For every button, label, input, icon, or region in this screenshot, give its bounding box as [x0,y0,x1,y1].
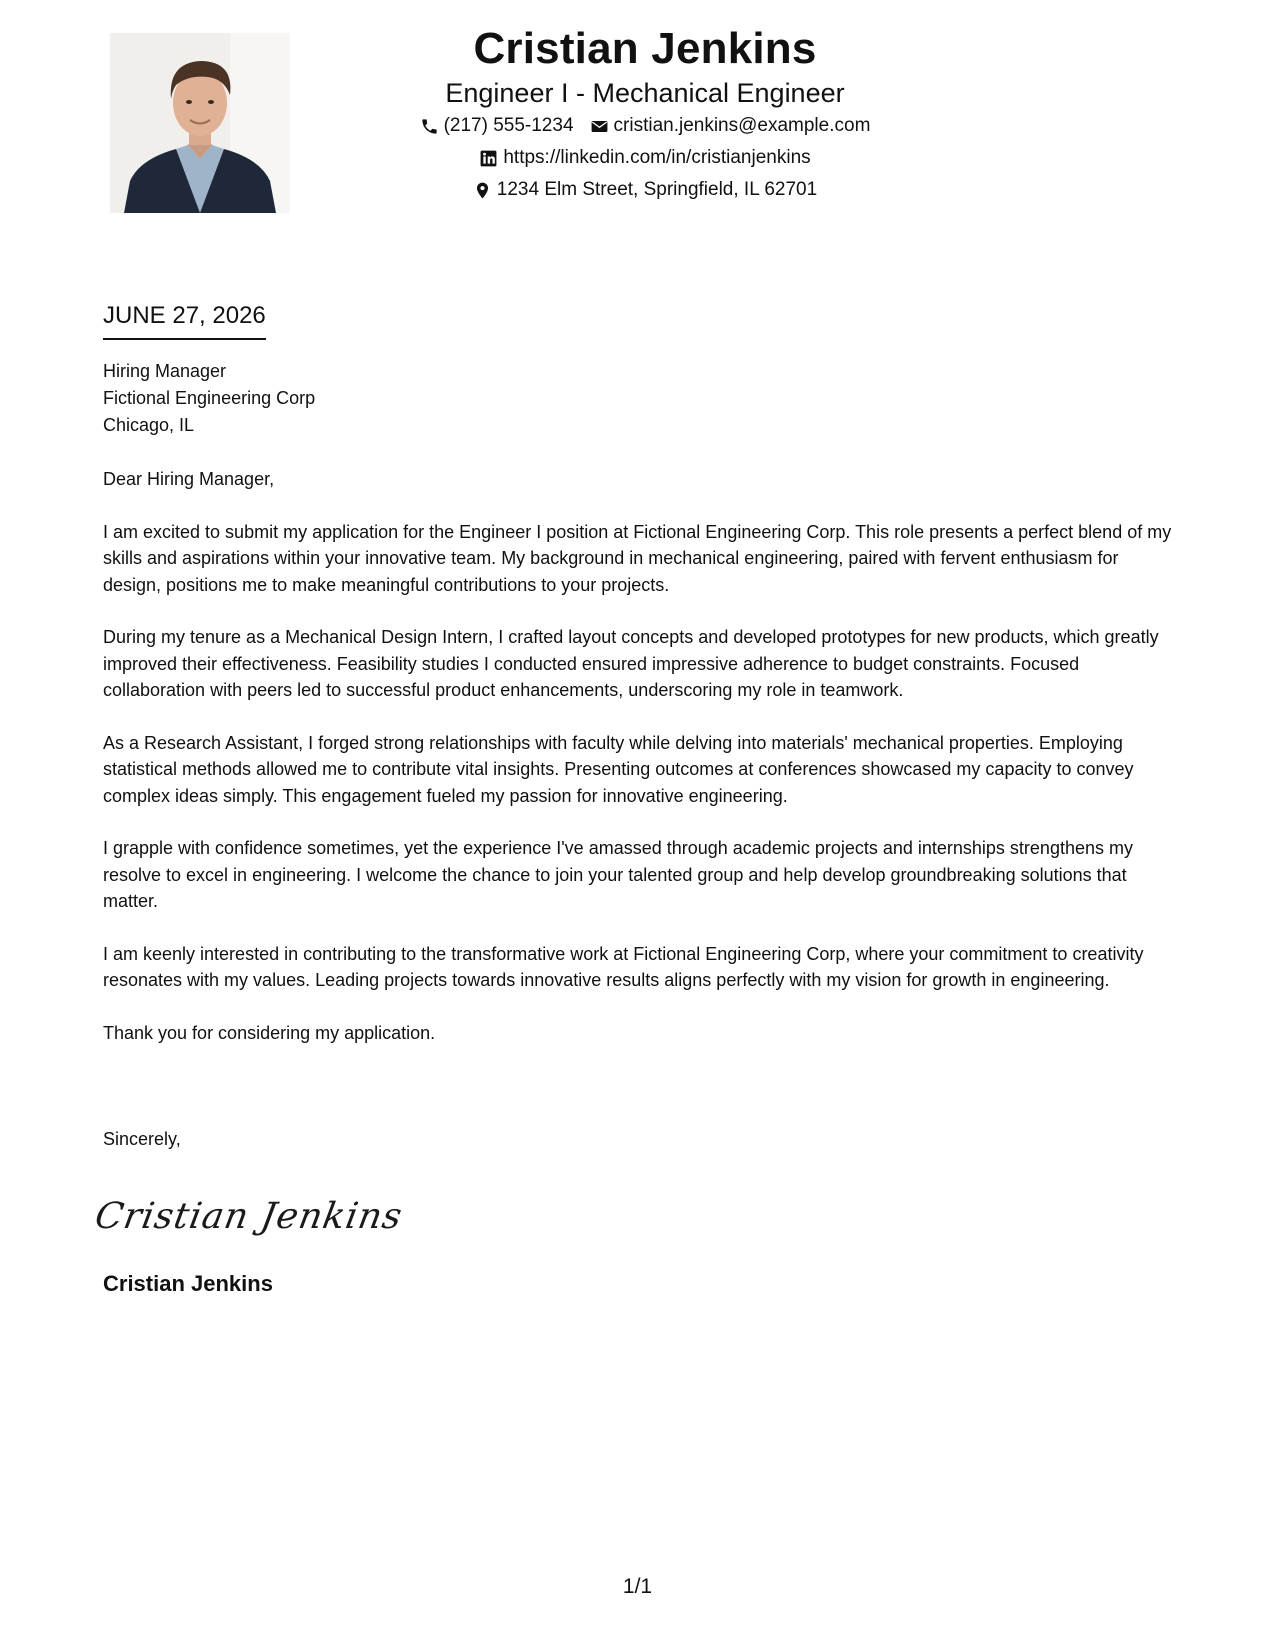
body-paragraph: I grapple with confidence sometimes, yet the experience I've amassed through academic projects and internships strengthens my resolve to excel in engineering. I welcome the chance to join your talented group and help develop groundbreaking solutions that matter. [103,838,1133,911]
map-pin-icon [473,181,492,200]
phone-icon [420,117,439,136]
envelope-icon [590,117,609,136]
contact-row-address [360,174,930,206]
body-paragraph: As a Research Assistant, I forged strong relationships with faculty while delving into materials' mechanical properties. Employing statistical methods allowed me to contribute vital insights. Presenting outcomes at conferences showcased my capacity to convey complex ideas simply. This engagement fueled my passion for innovative engineering. [103,732,1134,806]
body-paragraph: During my tenure as a Mechanical Design Intern, I crafted layout concepts and developed prototypes for new products, which greatly improved their effectiveness. Feasibility studies I conducted ensured impressive adherence to budget constraints. Focused collaboration with peers led to successful product enhancements, underscoring my role in teamwork. [103,627,1159,700]
applicant-name: Cristian Jenkins [473,24,817,73]
recipient-block [103,358,315,439]
address-contact [473,174,817,206]
street-address: 1234 Elm Street, Springfield, IL 62701 [496,179,818,200]
letter-date: JUNE 27, 2026 [103,300,266,340]
linkedin-url: https://linkedin.com/in/cristianjenkins [503,147,811,168]
contact-row-linkedin [360,142,930,174]
page-number: 1/1 [622,1575,653,1598]
linkedin-icon [479,149,498,168]
email-address: cristian.jenkins@example.com [613,115,871,136]
email-contact[interactable] [590,110,871,142]
signature-text: Cristian Jenkins [91,1194,407,1237]
phone-number: (217) 555-1234 [443,115,574,136]
body-paragraph: I am excited to submit my application for the Engineer I position at Fictional Engineering Corp. This role presents a perfect blend of my skills and aspirations within your innovative team. My background in mechanical engineering, paired with fervent enthusiasm for design, positions me to make meaningful contributions to your projects. [103,521,1172,595]
closing: Sincerely, [103,1129,181,1149]
letter-header [360,22,930,206]
letter-body [103,466,1178,1072]
signed-name: Cristian Jenkins [103,1271,273,1296]
linkedin-contact[interactable] [479,142,810,174]
profile-photo [110,33,290,213]
job-headline: Engineer I - Mechanical Engineer [445,78,845,108]
handwritten-signature [91,1180,407,1255]
recipient-title: Hiring Manager [103,361,227,381]
recipient-company: Fictional Engineering Corp [103,388,316,408]
salutation: Dear Hiring Manager, [103,469,275,489]
recipient-location: Chicago, IL [103,415,195,435]
contact-row-primary [360,110,930,142]
phone-contact[interactable] [420,110,574,142]
thank-you-line: Thank you for considering my application. [103,1022,436,1043]
body-paragraph: I am keenly interested in contributing to the transformative work at Fictional Engineering Corp, where your commitment to creativity resonates with my values. Leading projects towards innovative results aligns perfectly with my vision for growth in engineering. [103,943,1144,990]
